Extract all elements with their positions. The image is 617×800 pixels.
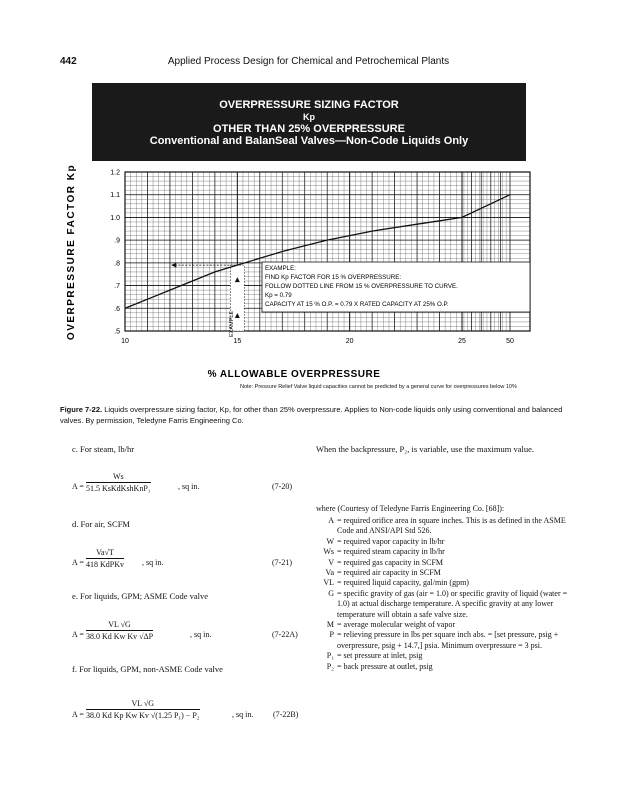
definition-symbol: VL	[323, 578, 334, 588]
eq-7-21-number: (7-21)	[272, 558, 292, 567]
y-tick-label: .6	[114, 305, 120, 313]
definition-symbol: P₁	[326, 651, 334, 661]
example-title: EXAMPLE:	[265, 265, 296, 272]
y-tick-label: 1.1	[110, 192, 120, 200]
figure-caption-text: Liquids overpressure sizing factor, Kp, for other than 25% overpressure. Applies to Non-code liquids only using conventional and balanced valves. By permission, Teledyne Farris Engineering Co.	[60, 405, 563, 425]
eq-7-21-unit: , sq in.	[142, 558, 164, 567]
y-tick-labels	[110, 170, 120, 336]
x-tick-label: 25	[458, 338, 466, 345]
eq-7-21-lhs: A =	[72, 558, 84, 567]
definition-row	[318, 589, 574, 620]
y-tick-label: .9	[114, 237, 120, 245]
eq-7-20-numerator: Ws	[86, 472, 151, 483]
eq-7-21-fraction	[86, 548, 124, 569]
eq-7-20-unit: , sq in.	[178, 482, 200, 491]
eq-7-22a-unit: , sq in.	[190, 630, 212, 639]
definition-text: = required orifice area in square inches. This is as defined in the ASME Code and ANSI/API Std 526.	[337, 516, 566, 536]
definition-row	[318, 651, 574, 661]
eq-7-20-lhs: A =	[72, 482, 84, 491]
chart-note: Note: Pressure Relief Valve liquid capacities cannot be predicted by a general curve for overpressures below 10%	[240, 384, 517, 390]
definition-symbol: W	[326, 536, 334, 546]
symbol-definitions	[318, 516, 574, 672]
eq-7-22b-lhs: A =	[72, 710, 84, 719]
eq-7-21-numerator: Va√T	[86, 548, 124, 559]
chart-title-banner	[92, 83, 526, 161]
definition-text: = set pressure at inlet, psig	[337, 651, 423, 661]
eq-7-22a-numerator: VL √G	[86, 620, 153, 631]
definition-symbol: P	[329, 630, 334, 640]
liquid-nonasme-heading: f. For liquids, GPM, non-ASME Code valve	[72, 664, 223, 674]
example-line-3: Kp = 0.79	[265, 292, 292, 299]
eq-7-22a-lhs: A =	[72, 630, 84, 639]
example-vertical-label: EXAMPLE	[229, 311, 235, 337]
eq-7-22b-fraction	[86, 699, 200, 720]
running-title: Applied Process Design for Chemical and Petrochemical Plants	[167, 56, 450, 67]
definition-symbol: Va	[325, 568, 334, 578]
liquid-asme-heading: e. For liquids, GPM; ASME Code valve	[72, 591, 209, 601]
definition-text: = required air capacity in SCFM	[337, 568, 441, 578]
definition-symbol: V	[328, 557, 334, 567]
eq-7-21-denominator: 418 KdPKv	[86, 560, 125, 569]
definition-row	[318, 516, 574, 537]
eq-7-22b-denominator: 38.0 Kd Kp Kw Kv √(1.25 P₁) − P₂	[86, 711, 200, 720]
y-tick-label: .8	[114, 260, 120, 268]
overpressure-chart	[0, 160, 617, 385]
definition-text: = relieving pressure in lbs per square inch abs. = [set pressure, psig + overpressure, psig + 14.7,] psia. Minimum overpressure = 3 psi.	[337, 630, 559, 650]
definition-row	[318, 620, 574, 630]
definition-text: = required gas capacity in SCFM	[337, 557, 444, 567]
backpressure-note: When the backpressure, P₂, is variable, use the maximum value.	[316, 444, 534, 454]
x-tick-label: 10	[121, 338, 129, 345]
eq-7-20-fraction	[86, 472, 151, 493]
eq-7-22a-denominator: 38.0 Kd Kw Kv √ΔP	[86, 632, 154, 641]
figure-caption	[60, 404, 572, 426]
y-tick-label: .7	[114, 283, 120, 291]
page-number: 442	[60, 56, 77, 67]
banner-subtitle: OTHER THAN 25% OVERPRESSURE	[213, 123, 405, 135]
air-heading: d. For air, SCFM	[72, 519, 130, 529]
x-tick-label: 50	[506, 338, 514, 345]
eq-7-22b-unit: , sq in.	[232, 710, 254, 719]
where-intro: where (Courtesy of Teledyne Farris Engineering Co. [68]):	[316, 504, 505, 513]
definition-text: = back pressure at outlet, psig	[337, 661, 433, 671]
steam-heading: c. For steam, lb/hr	[72, 444, 135, 454]
definition-row	[318, 537, 574, 547]
definition-text: = specific gravity of gas (air = 1.0) or specific gravity of liquid (water = 1.0) at actual discharge temperature. A specific gravity at any lower temperature will obtain a safe valve size.	[337, 588, 568, 619]
definition-symbol: P₂	[326, 661, 334, 671]
banner-symbol: Kp	[303, 112, 315, 122]
banner-title: OVERPRESSURE SIZING FACTOR	[219, 99, 399, 111]
eq-7-20-denominator: 51.5 KsKdKshKnP₁	[86, 484, 151, 493]
example-line-4: CAPACITY AT 15 % O.P. = 0.79 X RATED CAPACITY AT 25% O.P.	[265, 301, 449, 308]
definition-row	[318, 568, 574, 578]
eq-7-22b-numerator: VL √G	[86, 699, 200, 710]
x-tick-labels	[121, 338, 514, 345]
y-tick-label: 1.0	[110, 214, 120, 222]
definition-symbol: A	[328, 516, 334, 525]
definition-symbol: M	[326, 620, 334, 630]
x-tick-label: 20	[345, 338, 354, 345]
x-axis-title: % ALLOWABLE OVERPRESSURE	[207, 369, 381, 380]
definition-text: = average molecular weight of vapor	[337, 620, 456, 630]
definition-row	[318, 547, 574, 557]
definition-row	[318, 662, 574, 672]
example-arrow-left	[171, 263, 176, 268]
eq-7-20-number: (7-20)	[272, 482, 292, 491]
definition-text: = required vapor capacity in lb/hr	[337, 536, 445, 546]
example-line-2: FOLLOW DOTTED LINE FROM 15 % OVERPRESSURE TO CURVE.	[265, 283, 458, 290]
definition-text: = required liquid capacity, gal/min (gpm)	[337, 578, 469, 588]
definition-text: = required steam capacity in lb/hr	[337, 547, 445, 557]
definition-symbol: Ws	[323, 547, 334, 557]
definition-row	[318, 558, 574, 568]
y-axis-title: OVERPRESSURE FACTOR Kp	[66, 163, 77, 341]
eq-7-22a-fraction	[86, 620, 153, 641]
eq-7-22b-number: (7-22B)	[273, 710, 299, 719]
definition-row	[318, 578, 574, 588]
definition-row	[318, 630, 574, 651]
x-tick-label: 15	[233, 338, 242, 345]
definition-symbol: G	[328, 588, 334, 598]
y-tick-label: 1.2	[110, 169, 120, 177]
figure-label: Figure 7-22.	[60, 405, 103, 414]
banner-valve-types: Conventional and BalanSeal Valves—Non-Code Liquids Only	[149, 135, 469, 147]
y-tick-label: .5	[114, 328, 120, 336]
eq-7-22a-number: (7-22A)	[272, 630, 298, 639]
example-line-1: FIND Kp FACTOR FOR 15 % OVERPRESSURE:	[265, 274, 402, 281]
